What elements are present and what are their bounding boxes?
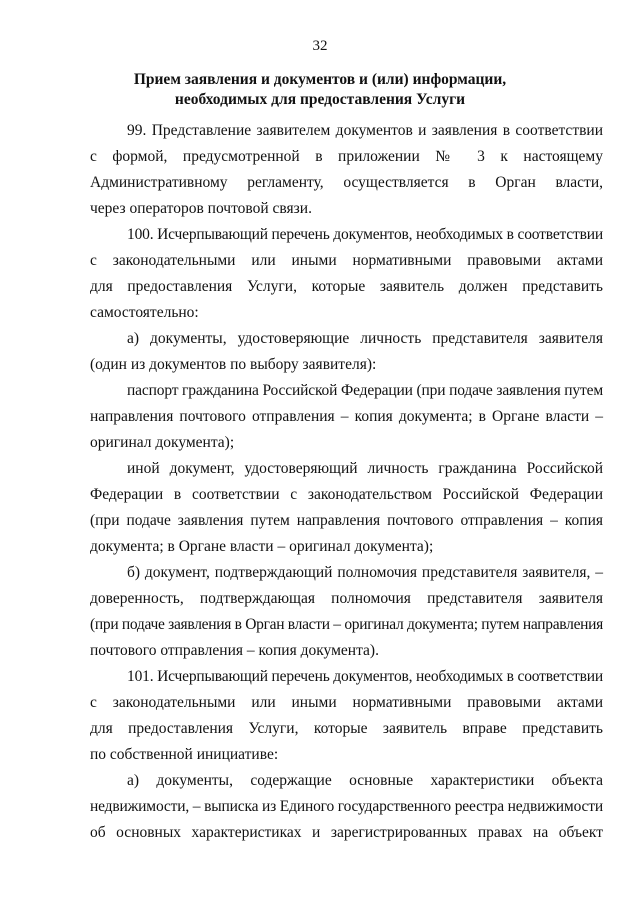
- paragraph-passport: [90, 378, 603, 456]
- paragraph-line: Федерации в соответствии с законодательством Российской Федерации: [90, 486, 603, 503]
- paragraph-other-document: [90, 456, 603, 560]
- paragraph-line: (один из документов по выбору заявителя):: [90, 356, 377, 373]
- paragraph-100-b: [90, 560, 603, 664]
- paragraph-line: с формой, предусмотренной в приложении № 3 к настоящему: [90, 148, 603, 165]
- paragraph-line: по собственной инициативе:: [90, 746, 279, 763]
- paragraph-line: документа; в Органе власти – оригинал документа);: [90, 538, 434, 555]
- paragraph-101: [90, 664, 603, 768]
- section-heading-line-2: необходимых для предоставления Услуги: [174, 91, 466, 108]
- paragraph-line: (при подаче заявления путем направления почтового отправления – копия: [90, 512, 603, 529]
- paragraph-line: а) документы, содержащие основные характеристики объекта: [127, 772, 603, 789]
- paragraph-line: для предоставления Услуги, которые заявитель должен представить: [90, 278, 603, 295]
- paragraph-line: (при подаче заявления в Орган власти – оригинал документа; путем направления: [90, 616, 603, 633]
- paragraph-line: почтового отправления – копия документа).: [90, 642, 379, 659]
- paragraph-100-a: [90, 326, 603, 378]
- paragraph-line: с законодательными или иными нормативными правовыми актами: [90, 252, 603, 269]
- paragraph-line: иной документ, удостоверяющий личность гражданина Российской: [127, 460, 603, 477]
- paragraph-line: 100. Исчерпывающий перечень документов, необходимых в соответствии: [127, 226, 603, 243]
- paragraph-line: 99. Представление заявителем документов и заявления в соответствии: [127, 122, 603, 139]
- paragraph-99: [90, 118, 603, 222]
- paragraph-101-a: [90, 768, 603, 846]
- page-number: 32: [312, 38, 328, 54]
- paragraph-line: Административному регламенту, осуществляется в Орган власти,: [90, 174, 603, 191]
- section-heading: [90, 70, 550, 110]
- paragraph-line: недвижимости, – выписка из Единого государственного реестра недвижимости: [90, 798, 603, 815]
- paragraph-100: [90, 222, 603, 326]
- paragraph-line: самостоятельно:: [90, 304, 199, 321]
- section-heading-line-1: Прием заявления и документов и (или) информации,: [133, 71, 507, 88]
- paragraph-line: направления почтового отправления – копия документа; в Органе власти –: [90, 408, 603, 425]
- paragraph-line: 101. Исчерпывающий перечень документов, необходимых в соответствии: [127, 668, 603, 685]
- paragraph-line: доверенность, подтверждающая полномочия представителя заявителя: [90, 590, 603, 607]
- paragraph-line: а) документы, удостоверяющие личность представителя заявителя: [127, 330, 603, 347]
- paragraph-line: оригинал документа);: [90, 434, 235, 451]
- document-body: [90, 118, 603, 846]
- paragraph-line: через операторов почтовой связи.: [90, 200, 312, 217]
- paragraph-line: для предоставления Услуги, которые заявитель вправе представить: [90, 720, 603, 737]
- paragraph-line: с законодательными или иными нормативными правовыми актами: [90, 694, 603, 711]
- paragraph-line: об основных характеристиках и зарегистрированных правах на объект: [90, 824, 603, 841]
- paragraph-line: паспорт гражданина Российской Федерации (при подаче заявления путем: [127, 382, 603, 399]
- paragraph-line: б) документ, подтверждающий полномочия представителя заявителя, –: [127, 564, 603, 581]
